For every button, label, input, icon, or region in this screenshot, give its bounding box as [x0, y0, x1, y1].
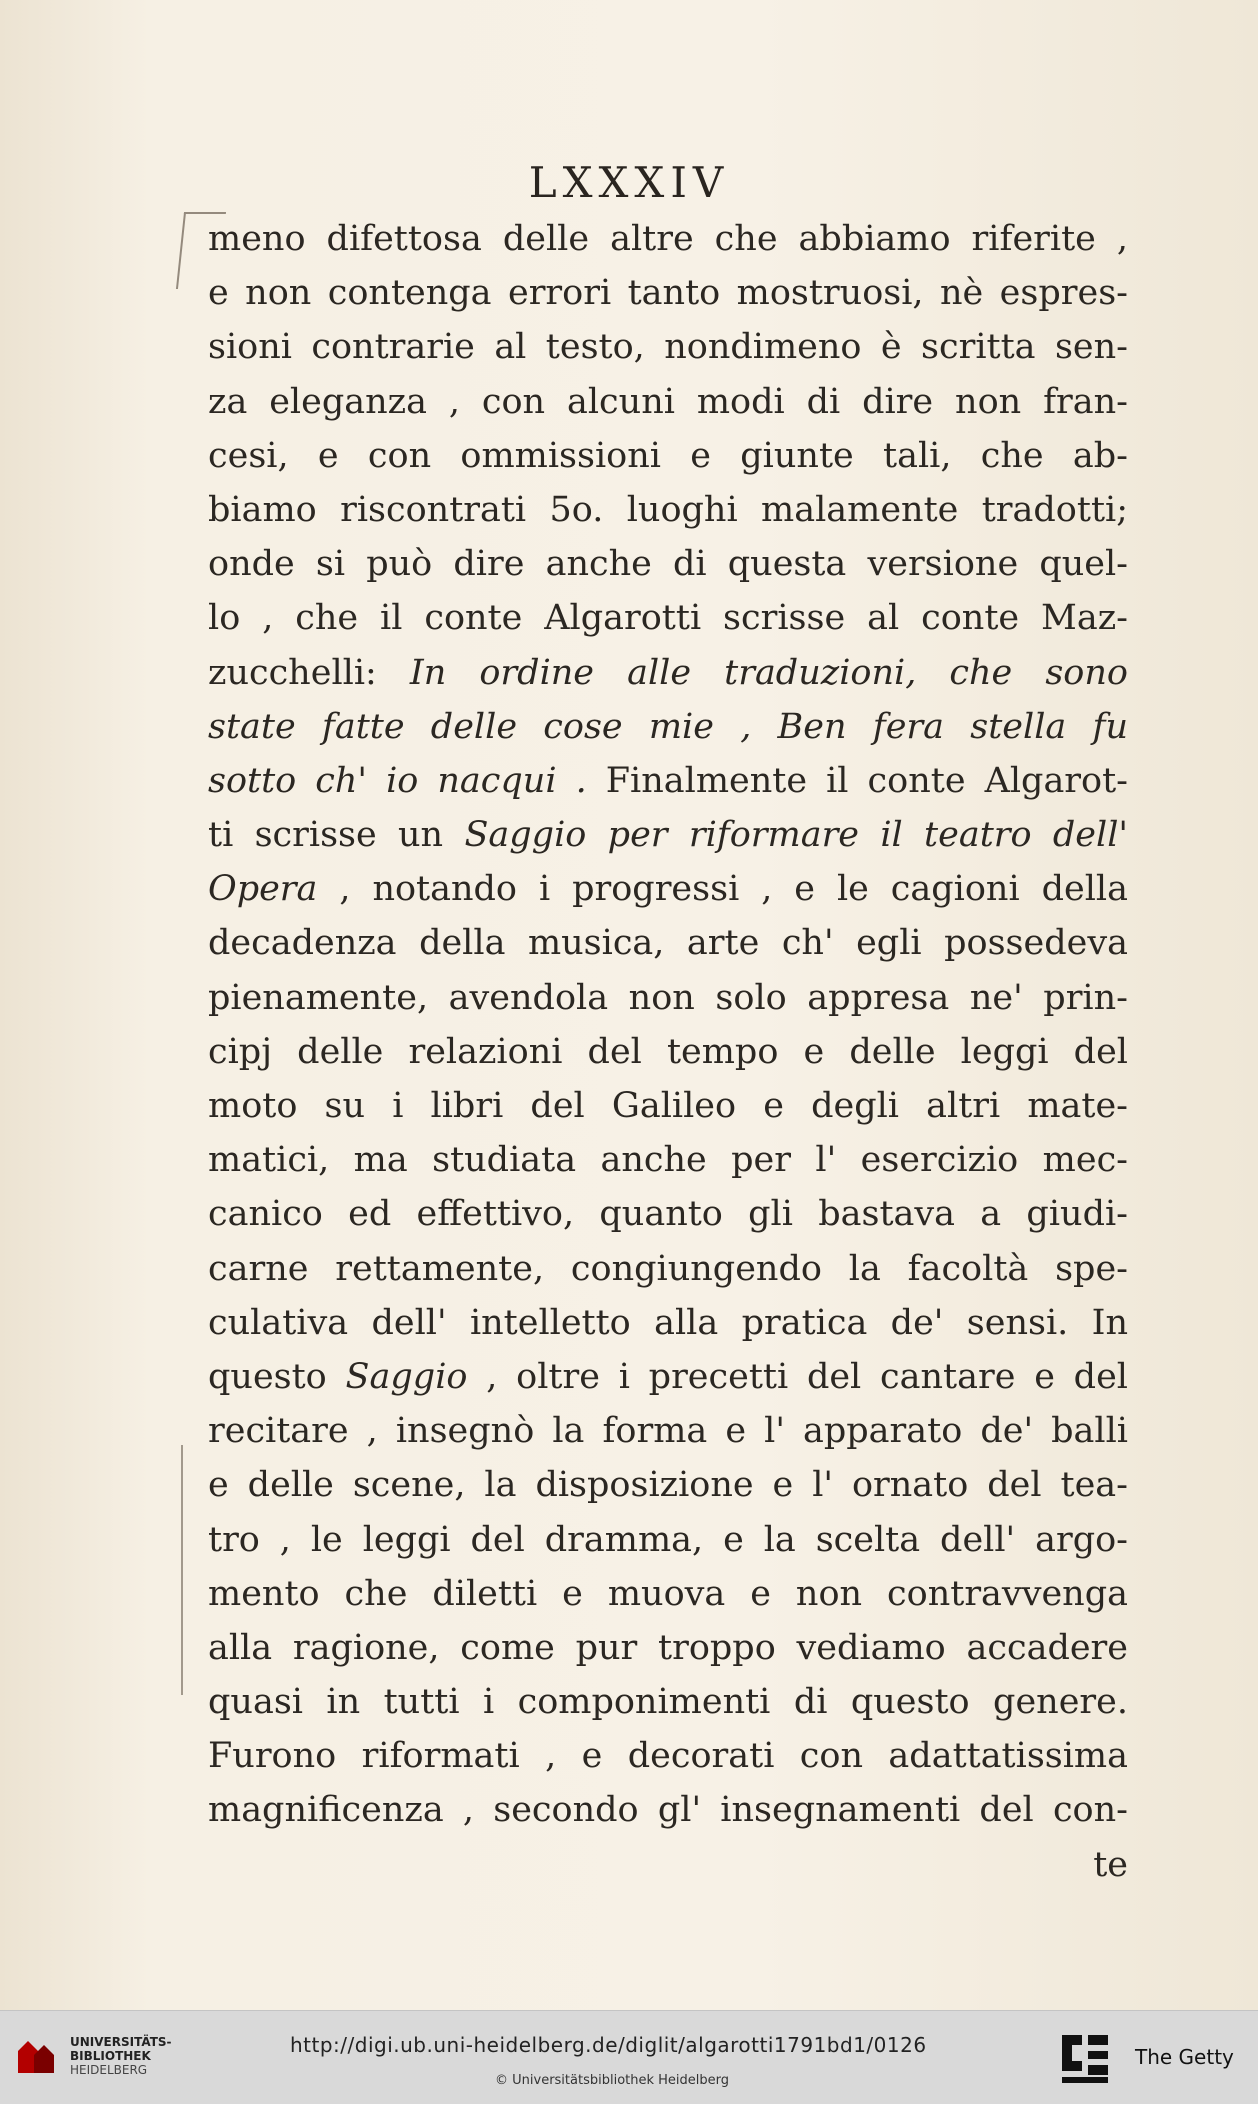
- text-line: [208, 1079, 1128, 1133]
- text-run: questo: [208, 1356, 346, 1397]
- text-line: [208, 591, 1128, 645]
- text-run: biamo riscontrati 5o. luoghi malamente tradotti;: [208, 489, 1128, 530]
- library-name: UNIVERSITÄTS- BIBLIOTHEK HEIDELBERG: [70, 2035, 172, 2077]
- text-run: culativa dell' intelletto alla pratica de' sensi. In: [208, 1302, 1128, 1343]
- copyright-notice: © Universitätsbibliothek Heidelberg: [495, 2073, 730, 2088]
- text-line: [208, 916, 1128, 970]
- text-run: ti scrisse un: [208, 815, 465, 856]
- text-line: [208, 1296, 1128, 1350]
- text-line: [208, 1567, 1128, 1621]
- text-run: magnificenza , secondo gl' insegnamenti del con-: [208, 1790, 1128, 1831]
- text-run: mento che diletti e muova e non contravvenga: [208, 1573, 1128, 1614]
- text-line: [208, 1350, 1128, 1404]
- viewer-footer: [0, 2010, 1258, 2104]
- text-run: matici, ma studiata anche per l' esercizio mec-: [208, 1140, 1128, 1181]
- permalink-url[interactable]: http://digi.ub.uni-heidelberg.de/diglit/algarotti1791bd1/0126: [290, 2033, 927, 2057]
- text-run: tro , le leggi del dramma, e la scelta dell' argo-: [208, 1519, 1128, 1560]
- italic-text-run: sotto ch' io nacqui .: [208, 760, 587, 801]
- partner-name: The Getty: [1135, 2045, 1234, 2069]
- text-line: [208, 266, 1128, 320]
- text-run: moto su i libri del Galileo e degli altri mate-: [208, 1086, 1128, 1126]
- text-line: [208, 375, 1128, 429]
- text-run: , oltre i precetti del cantare e del: [467, 1356, 1128, 1397]
- text-line: [208, 754, 1128, 808]
- text-run: pienamente, avendola non solo appresa ne' prin-: [208, 977, 1128, 1018]
- text-line: [208, 1187, 1128, 1241]
- university-library-logo-icon: [12, 2033, 62, 2083]
- text-line: [208, 1729, 1128, 1783]
- text-run: carne rettamente, congiungendo la facoltà spe-: [208, 1248, 1128, 1289]
- text-line: [208, 1513, 1128, 1567]
- text-run: , notando i progressi , e le cagioni della: [317, 869, 1128, 910]
- text-run: decadenza della musica, arte ch' egli possedeva: [208, 923, 1128, 964]
- getty-logo-icon: [1058, 2031, 1112, 2087]
- text-line: [208, 1025, 1128, 1079]
- text-run: recitare , insegnò la forma e l' apparato de' balli: [208, 1411, 1128, 1452]
- text-run: alla ragione, come pur troppo vediamo accadere: [208, 1627, 1128, 1668]
- text-line: [208, 537, 1128, 591]
- text-line: [208, 1783, 1128, 1837]
- text-run: cesi, e con ommissioni e giunte tali, che ab-: [208, 435, 1128, 476]
- body-text: [208, 212, 1128, 1892]
- italic-text-run: state fatte delle cose mie , Ben fera stella fu: [208, 706, 1128, 747]
- italic-text-run: Saggio: [345, 1356, 468, 1397]
- text-line: [208, 862, 1128, 916]
- text-run: e delle scene, la disposizione e l' ornato del tea-: [208, 1465, 1128, 1506]
- text-line: [208, 1621, 1128, 1675]
- italic-text-run: In ordine alle traduzioni, che sono: [409, 652, 1128, 693]
- text-line: [208, 429, 1128, 483]
- text-run: canico ed effettivo, quanto gli bastava a giudi-: [208, 1194, 1128, 1235]
- text-run: Furono riformati , e decorati con adattatissima: [208, 1736, 1128, 1777]
- text-line: [208, 1242, 1128, 1296]
- italic-text-run: Opera: [208, 869, 318, 910]
- text-line: [208, 646, 1128, 700]
- text-run: lo , che il conte Algarotti scrisse al conte Maz-: [208, 598, 1128, 639]
- text-run: Finalmente il conte Algarot-: [586, 760, 1128, 801]
- text-line: [208, 700, 1128, 754]
- text-run: e non contenga errori tanto mostruosi, nè espres-: [208, 273, 1128, 314]
- text-line: [208, 1133, 1128, 1187]
- italic-text-run: Saggio per riformare il teatro dell': [464, 815, 1128, 856]
- page-number: LXXXIV: [528, 158, 730, 207]
- margin-line-mark: [181, 1445, 183, 1695]
- text-run: onde si può dire anche di questa versione quel-: [208, 544, 1128, 585]
- text-run: zucchelli:: [208, 652, 410, 693]
- text-line: [208, 320, 1128, 374]
- text-run: cipj delle relazioni del tempo e delle leggi del: [208, 1031, 1128, 1072]
- text-line: [208, 483, 1128, 537]
- catchword: te: [1093, 1844, 1128, 1885]
- text-run: meno difettosa delle altre che abbiamo riferite ,: [208, 219, 1128, 259]
- text-run: za eleganza , con alcuni modi di dire non fran-: [208, 381, 1128, 422]
- text-line: [208, 971, 1128, 1025]
- text-run: quasi in tutti i componimenti di questo genere.: [208, 1682, 1128, 1723]
- text-line: [208, 1404, 1128, 1458]
- text-line: [208, 1458, 1128, 1512]
- text-line: [208, 808, 1128, 862]
- text-line: [208, 1675, 1128, 1729]
- text-run: sioni contrarie al testo, nondimeno è scritta sen-: [208, 327, 1128, 368]
- text-line: [208, 212, 1128, 266]
